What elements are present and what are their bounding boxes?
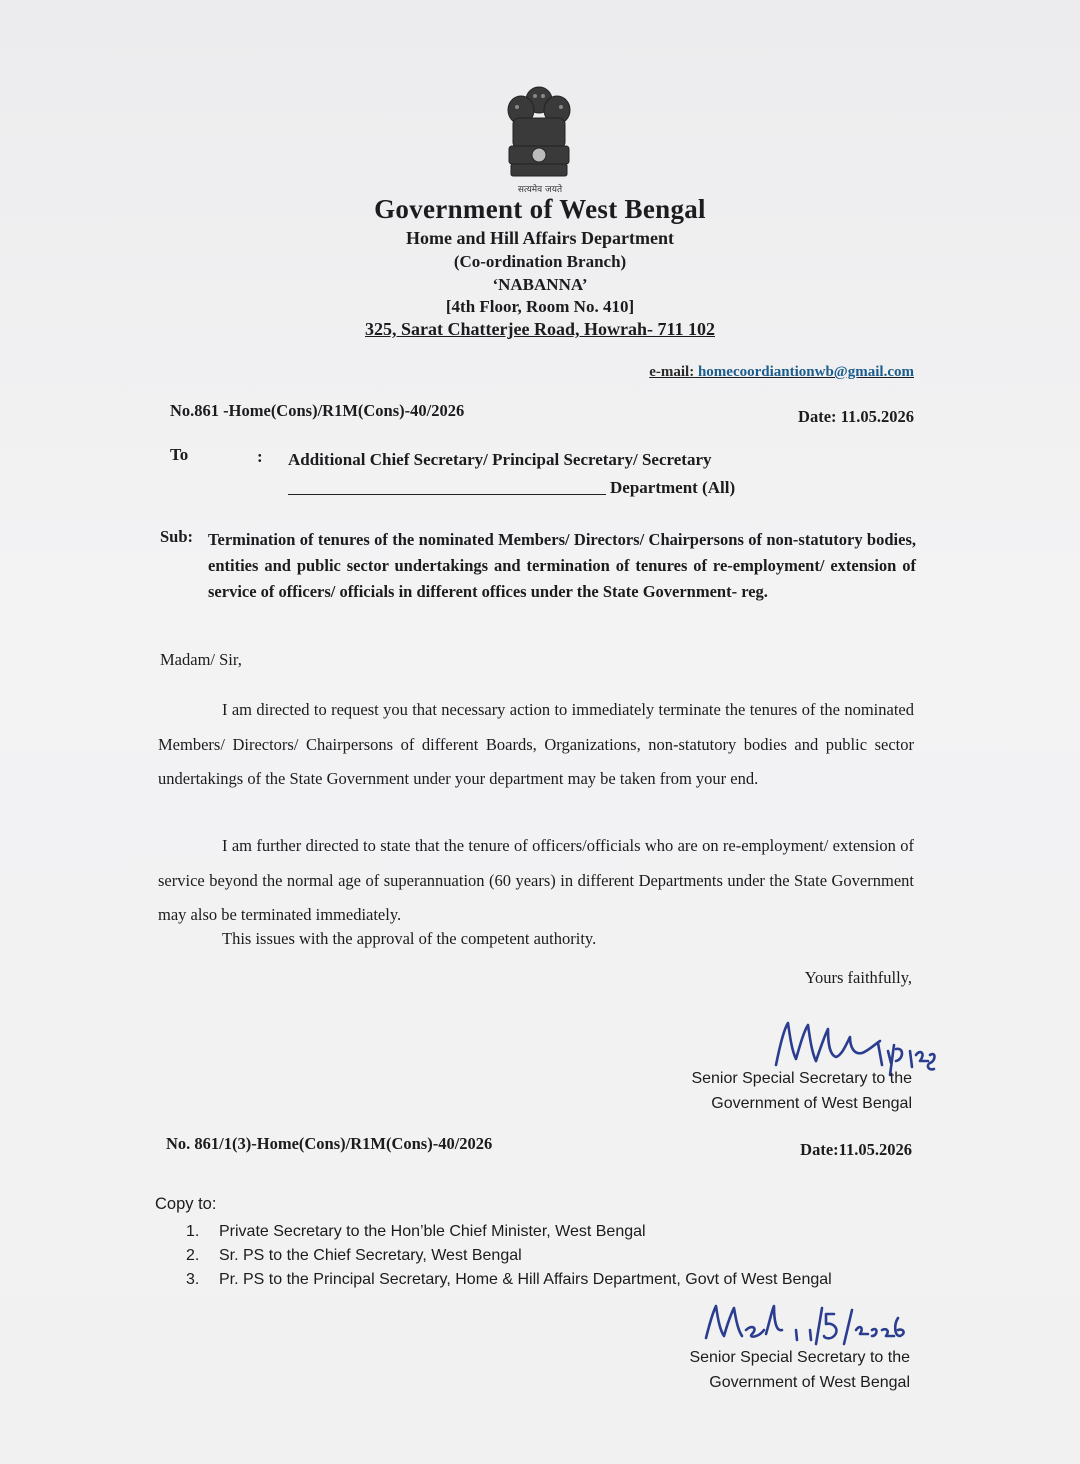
recipient-line-2: Department (All) bbox=[610, 478, 736, 497]
recipient-blank-line bbox=[288, 494, 606, 495]
letterhead-title: Government of West Bengal bbox=[374, 194, 706, 224]
signatory-block-2 bbox=[689, 1345, 910, 1395]
memo2-number: No. 861/1(3)-Home(Cons)/R1M(Cons)-40/2026 bbox=[166, 1134, 493, 1153]
letterhead-floor: [4th Floor, Room No. 410] bbox=[445, 297, 635, 316]
emblem-motto: सत्यमेव जयते bbox=[517, 185, 563, 195]
body-paragraph-2: I am further directed to state that the tenure of officers/officials who are on re-employment/ extension of service beyond the normal age of superannuation (60 years) in different Departments under the State Government may also be terminated immediately. bbox=[158, 836, 914, 924]
recipient-line-1: Additional Chief Secretary/ Principal Secretary/ Secretary bbox=[288, 450, 712, 469]
signatory-designation-1: Senior Special Secretary to the bbox=[691, 1070, 912, 1087]
recipient-label: To bbox=[170, 445, 189, 464]
subject-label: Sub: bbox=[160, 527, 194, 546]
letterhead-department: Home and Hill Affairs Department bbox=[406, 228, 674, 248]
memo-number: No.861 -Home(Cons)/R1M(Cons)-40/2026 bbox=[170, 401, 465, 420]
recipient-colon: : bbox=[257, 447, 263, 466]
memo-date: Date: 11.05.2026 bbox=[798, 407, 914, 426]
email-link[interactable]: homecoordiantionwb@gmail.com bbox=[697, 364, 914, 380]
memo2-date: Date:11.05.2026 bbox=[800, 1140, 912, 1159]
signatory-designation-2: Senior Special Secretary to the bbox=[689, 1349, 910, 1366]
copy-to-list bbox=[186, 1220, 832, 1292]
body-paragraph-3: This issues with the approval of the competent authority. bbox=[222, 929, 597, 948]
letterhead-building: ‘NABANNA’ bbox=[492, 275, 588, 294]
list-item: 1. Private Secretary to the Hon’ble Chief Minister, West Bengal bbox=[186, 1223, 646, 1240]
subject-text: Termination of tenures of the nominated Members/ Directors/ Chairpersons of non-statutory bodies, entities and public sector undertakings and termination of tenures of re-employment/ extension of service of officers/ officials in different offices under the State Government- reg. bbox=[208, 530, 916, 601]
body-paragraph-1: I am directed to request you that necessary action to immediately terminate the tenures of the nominated Members/ Directors/ Chairpersons of different Boards, Organizations, non-statutory bodies and public sector undertakings of the State Government under your department may be taken from your end. bbox=[158, 700, 914, 788]
signatory-organization-1: Government of West Bengal bbox=[711, 1095, 912, 1112]
handwritten-signature-2 bbox=[700, 1300, 910, 1348]
salutation: Madam/ Sir, bbox=[160, 650, 242, 669]
signatory-block-1 bbox=[691, 1066, 912, 1116]
letterhead-address: 325, Sarat Chatterjee Road, Howrah- 711 102 bbox=[365, 319, 715, 339]
email-label: e-mail: bbox=[649, 364, 695, 380]
closing: Yours faithfully, bbox=[804, 968, 912, 987]
state-emblem-icon bbox=[497, 80, 581, 192]
copy-to-label: Copy to: bbox=[155, 1195, 217, 1213]
list-item: 2. Sr. PS to the Chief Secretary, West Bengal bbox=[186, 1247, 522, 1264]
letterhead-branch: (Co-ordination Branch) bbox=[453, 252, 627, 271]
signatory-organization-2: Government of West Bengal bbox=[709, 1374, 910, 1391]
list-item: 3. Pr. PS to the Principal Secretary, Home & Hill Affairs Department, Govt of West Bengal bbox=[186, 1271, 832, 1288]
email-line bbox=[649, 364, 914, 381]
